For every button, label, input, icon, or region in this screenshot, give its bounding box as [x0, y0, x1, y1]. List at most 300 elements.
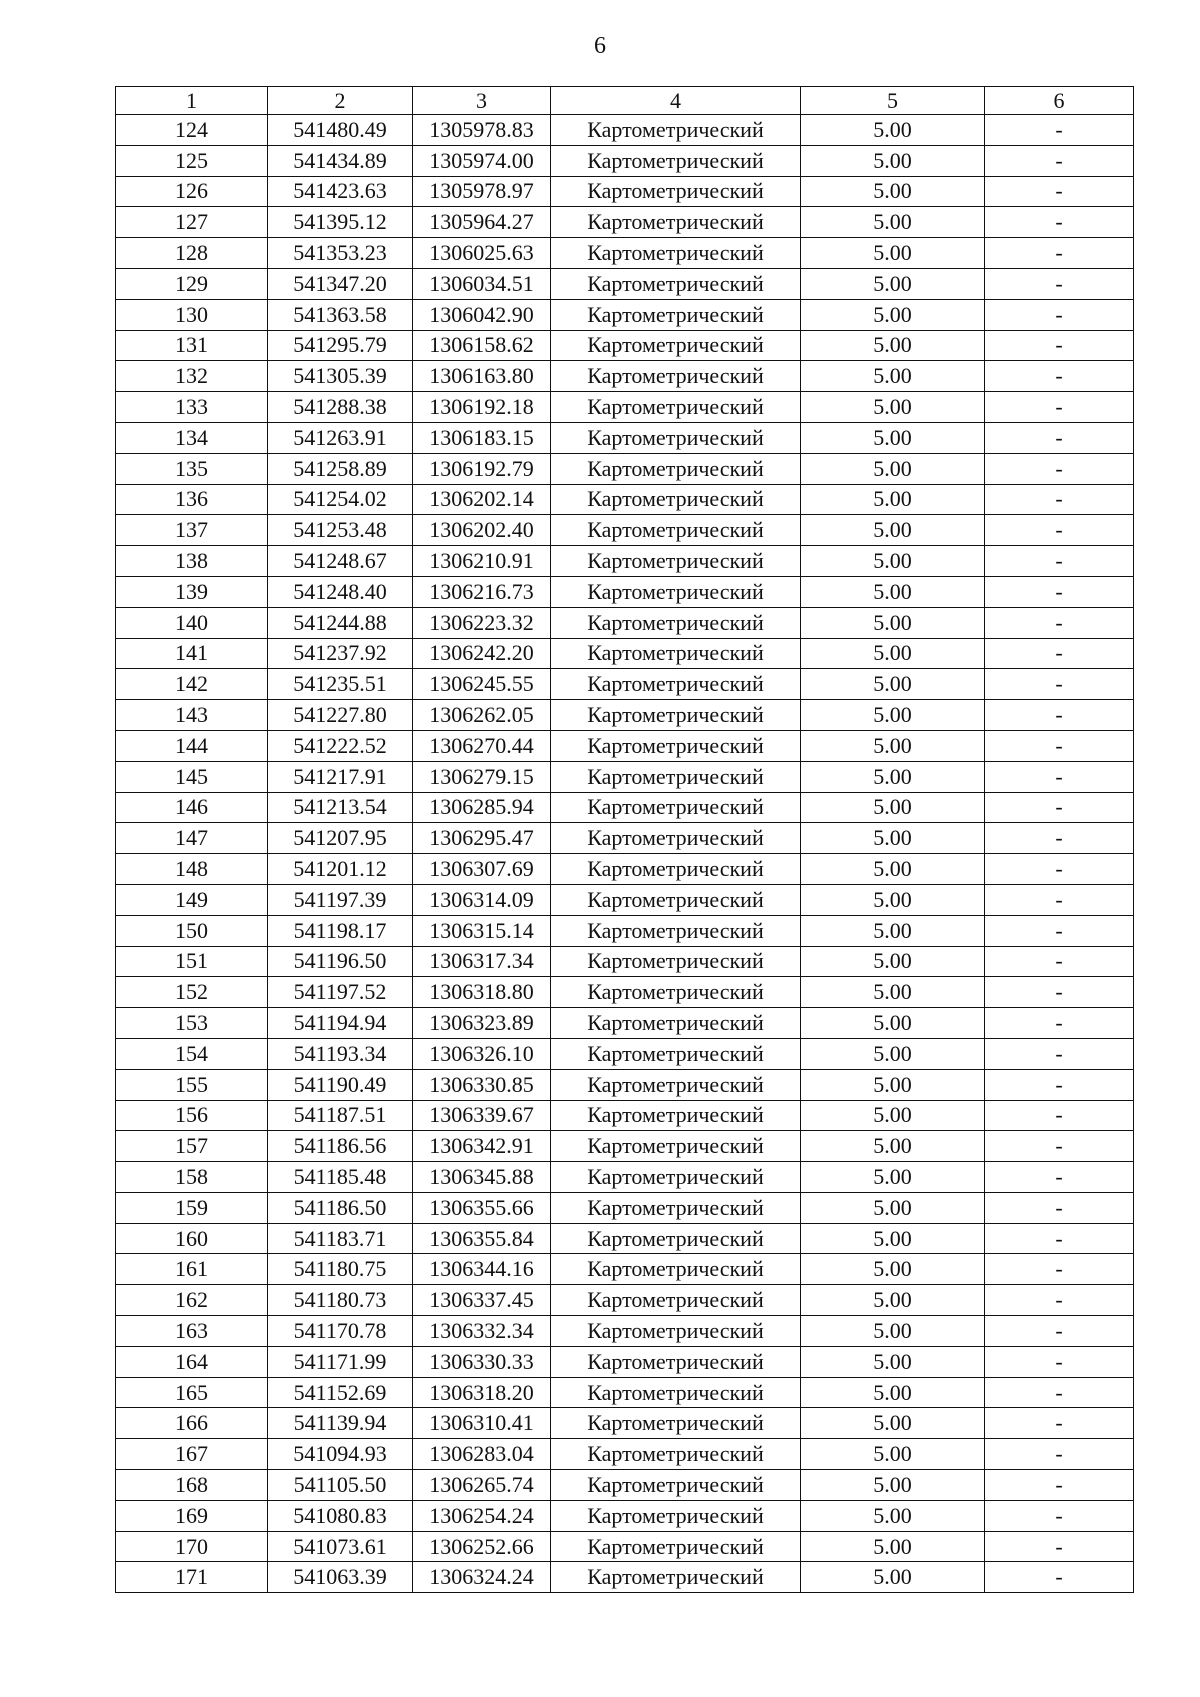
point-number-cell: 146	[116, 792, 268, 823]
point-number-cell: 139	[116, 576, 268, 607]
point-number-cell: 147	[116, 823, 268, 854]
table-row	[116, 761, 1134, 792]
column-header-3: 3	[413, 87, 551, 115]
description-cell: -	[985, 1531, 1134, 1562]
method-cell: Картометрический	[551, 1254, 801, 1285]
description-cell: -	[985, 700, 1134, 731]
x-coordinate-cell: 541197.52	[268, 977, 413, 1008]
y-coordinate-cell: 1306192.79	[413, 453, 551, 484]
x-coordinate-cell: 541248.67	[268, 546, 413, 577]
description-cell: -	[985, 977, 1134, 1008]
accuracy-cell: 5.00	[801, 1377, 985, 1408]
accuracy-cell: 5.00	[801, 422, 985, 453]
y-coordinate-cell: 1306326.10	[413, 1038, 551, 1069]
method-cell: Картометрический	[551, 1223, 801, 1254]
table-row	[116, 268, 1134, 299]
accuracy-cell: 5.00	[801, 792, 985, 823]
y-coordinate-cell: 1306330.85	[413, 1069, 551, 1100]
table-row	[116, 145, 1134, 176]
point-number-cell: 170	[116, 1531, 268, 1562]
method-cell: Картометрический	[551, 453, 801, 484]
table-row	[116, 1377, 1134, 1408]
x-coordinate-cell: 541395.12	[268, 207, 413, 238]
description-cell: -	[985, 115, 1134, 146]
accuracy-cell: 5.00	[801, 1223, 985, 1254]
description-cell: -	[985, 361, 1134, 392]
table-row	[116, 1408, 1134, 1439]
x-coordinate-cell: 541186.56	[268, 1131, 413, 1162]
description-cell: -	[985, 330, 1134, 361]
point-number-cell: 157	[116, 1131, 268, 1162]
method-cell: Картометрический	[551, 115, 801, 146]
point-number-cell: 154	[116, 1038, 268, 1069]
x-coordinate-cell: 541063.39	[268, 1562, 413, 1593]
x-coordinate-cell: 541187.51	[268, 1100, 413, 1131]
y-coordinate-cell: 1306254.24	[413, 1500, 551, 1531]
method-cell: Картометрический	[551, 1346, 801, 1377]
method-cell: Картометрический	[551, 361, 801, 392]
point-number-cell: 149	[116, 884, 268, 915]
accuracy-cell: 5.00	[801, 607, 985, 638]
point-number-cell: 150	[116, 915, 268, 946]
point-number-cell: 167	[116, 1439, 268, 1470]
accuracy-cell: 5.00	[801, 1562, 985, 1593]
point-number-cell: 166	[116, 1408, 268, 1439]
point-number-cell: 127	[116, 207, 268, 238]
accuracy-cell: 5.00	[801, 638, 985, 669]
point-number-cell: 129	[116, 268, 268, 299]
description-cell: -	[985, 669, 1134, 700]
accuracy-cell: 5.00	[801, 730, 985, 761]
x-coordinate-cell: 541213.54	[268, 792, 413, 823]
table-row	[116, 854, 1134, 885]
y-coordinate-cell: 1306355.84	[413, 1223, 551, 1254]
table-row	[116, 422, 1134, 453]
accuracy-cell: 5.00	[801, 1192, 985, 1223]
column-header-2: 2	[268, 87, 413, 115]
y-coordinate-cell: 1306345.88	[413, 1162, 551, 1193]
table-row	[116, 1008, 1134, 1039]
method-cell: Картометрический	[551, 761, 801, 792]
accuracy-cell: 5.00	[801, 330, 985, 361]
y-coordinate-cell: 1306202.14	[413, 484, 551, 515]
description-cell: -	[985, 854, 1134, 885]
point-number-cell: 152	[116, 977, 268, 1008]
y-coordinate-cell: 1306295.47	[413, 823, 551, 854]
method-cell: Картометрический	[551, 207, 801, 238]
point-number-cell: 138	[116, 546, 268, 577]
point-number-cell: 165	[116, 1377, 268, 1408]
y-coordinate-cell: 1306223.32	[413, 607, 551, 638]
accuracy-cell: 5.00	[801, 176, 985, 207]
accuracy-cell: 5.00	[801, 115, 985, 146]
accuracy-cell: 5.00	[801, 207, 985, 238]
y-coordinate-cell: 1306285.94	[413, 792, 551, 823]
x-coordinate-cell: 541094.93	[268, 1439, 413, 1470]
x-coordinate-cell: 541295.79	[268, 330, 413, 361]
table-row	[116, 1316, 1134, 1347]
point-number-cell: 171	[116, 1562, 268, 1593]
coordinates-table	[115, 86, 1134, 1593]
y-coordinate-cell: 1306324.24	[413, 1562, 551, 1593]
y-coordinate-cell: 1306342.91	[413, 1131, 551, 1162]
table-row	[116, 515, 1134, 546]
y-coordinate-cell: 1306332.34	[413, 1316, 551, 1347]
method-cell: Картометрический	[551, 700, 801, 731]
table-row	[116, 453, 1134, 484]
accuracy-cell: 5.00	[801, 823, 985, 854]
description-cell: -	[985, 1254, 1134, 1285]
y-coordinate-cell: 1305978.97	[413, 176, 551, 207]
accuracy-cell: 5.00	[801, 1316, 985, 1347]
y-coordinate-cell: 1306344.16	[413, 1254, 551, 1285]
x-coordinate-cell: 541305.39	[268, 361, 413, 392]
accuracy-cell: 5.00	[801, 1008, 985, 1039]
method-cell: Картометрический	[551, 823, 801, 854]
table-row	[116, 176, 1134, 207]
x-coordinate-cell: 541193.34	[268, 1038, 413, 1069]
accuracy-cell: 5.00	[801, 1162, 985, 1193]
description-cell: -	[985, 1038, 1134, 1069]
accuracy-cell: 5.00	[801, 1500, 985, 1531]
table-row	[116, 1285, 1134, 1316]
method-cell: Картометрический	[551, 546, 801, 577]
accuracy-cell: 5.00	[801, 1285, 985, 1316]
description-cell: -	[985, 1285, 1134, 1316]
method-cell: Картометрический	[551, 238, 801, 269]
x-coordinate-cell: 541363.58	[268, 299, 413, 330]
column-header-5: 5	[801, 87, 985, 115]
table-row	[116, 1038, 1134, 1069]
table-row	[116, 607, 1134, 638]
method-cell: Картометрический	[551, 1131, 801, 1162]
point-number-cell: 161	[116, 1254, 268, 1285]
description-cell: -	[985, 1131, 1134, 1162]
method-cell: Картометрический	[551, 1316, 801, 1347]
point-number-cell: 148	[116, 854, 268, 885]
table-row	[116, 1131, 1134, 1162]
accuracy-cell: 5.00	[801, 946, 985, 977]
method-cell: Картометрический	[551, 1162, 801, 1193]
method-cell: Картометрический	[551, 176, 801, 207]
accuracy-cell: 5.00	[801, 1069, 985, 1100]
x-coordinate-cell: 541434.89	[268, 145, 413, 176]
method-cell: Картометрический	[551, 392, 801, 423]
accuracy-cell: 5.00	[801, 761, 985, 792]
description-cell: -	[985, 1377, 1134, 1408]
accuracy-cell: 5.00	[801, 238, 985, 269]
accuracy-cell: 5.00	[801, 1038, 985, 1069]
method-cell: Картометрический	[551, 638, 801, 669]
x-coordinate-cell: 541347.20	[268, 268, 413, 299]
x-coordinate-cell: 541152.69	[268, 1377, 413, 1408]
table-row	[116, 1500, 1134, 1531]
point-number-cell: 153	[116, 1008, 268, 1039]
method-cell: Картометрический	[551, 1500, 801, 1531]
point-number-cell: 163	[116, 1316, 268, 1347]
table-row	[116, 669, 1134, 700]
table-row	[116, 392, 1134, 423]
accuracy-cell: 5.00	[801, 1531, 985, 1562]
point-number-cell: 126	[116, 176, 268, 207]
method-cell: Картометрический	[551, 515, 801, 546]
y-coordinate-cell: 1306252.66	[413, 1531, 551, 1562]
column-header-1: 1	[116, 87, 268, 115]
point-number-cell: 124	[116, 115, 268, 146]
description-cell: -	[985, 1100, 1134, 1131]
table-row	[116, 484, 1134, 515]
method-cell: Картометрический	[551, 330, 801, 361]
y-coordinate-cell: 1306314.09	[413, 884, 551, 915]
y-coordinate-cell: 1306318.80	[413, 977, 551, 1008]
x-coordinate-cell: 541198.17	[268, 915, 413, 946]
x-coordinate-cell: 541171.99	[268, 1346, 413, 1377]
description-cell: -	[985, 792, 1134, 823]
table-row	[116, 1531, 1134, 1562]
method-cell: Картометрический	[551, 1008, 801, 1039]
accuracy-cell: 5.00	[801, 392, 985, 423]
point-number-cell: 164	[116, 1346, 268, 1377]
table-row	[116, 576, 1134, 607]
description-cell: -	[985, 176, 1134, 207]
point-number-cell: 156	[116, 1100, 268, 1131]
accuracy-cell: 5.00	[801, 453, 985, 484]
x-coordinate-cell: 541139.94	[268, 1408, 413, 1439]
x-coordinate-cell: 541196.50	[268, 946, 413, 977]
description-cell: -	[985, 1316, 1134, 1347]
x-coordinate-cell: 541217.91	[268, 761, 413, 792]
y-coordinate-cell: 1306183.15	[413, 422, 551, 453]
description-cell: -	[985, 1008, 1134, 1039]
method-cell: Картометрический	[551, 946, 801, 977]
description-cell: -	[985, 915, 1134, 946]
y-coordinate-cell: 1305964.27	[413, 207, 551, 238]
accuracy-cell: 5.00	[801, 576, 985, 607]
x-coordinate-cell: 541197.39	[268, 884, 413, 915]
table-row	[116, 238, 1134, 269]
accuracy-cell: 5.00	[801, 700, 985, 731]
method-cell: Картометрический	[551, 268, 801, 299]
point-number-cell: 160	[116, 1223, 268, 1254]
table-header-row	[116, 87, 1134, 115]
description-cell: -	[985, 268, 1134, 299]
table-row	[116, 1192, 1134, 1223]
y-coordinate-cell: 1306262.05	[413, 700, 551, 731]
x-coordinate-cell: 541080.83	[268, 1500, 413, 1531]
description-cell: -	[985, 1500, 1134, 1531]
description-cell: -	[985, 546, 1134, 577]
table-row	[116, 1346, 1134, 1377]
point-number-cell: 128	[116, 238, 268, 269]
x-coordinate-cell: 541288.38	[268, 392, 413, 423]
y-coordinate-cell: 1306210.91	[413, 546, 551, 577]
x-coordinate-cell: 541227.80	[268, 700, 413, 731]
y-coordinate-cell: 1306283.04	[413, 1439, 551, 1470]
table-row	[116, 299, 1134, 330]
x-coordinate-cell: 541186.50	[268, 1192, 413, 1223]
method-cell: Картометрический	[551, 1377, 801, 1408]
table-row	[116, 207, 1134, 238]
accuracy-cell: 5.00	[801, 1254, 985, 1285]
method-cell: Картометрический	[551, 669, 801, 700]
accuracy-cell: 5.00	[801, 1100, 985, 1131]
y-coordinate-cell: 1306192.18	[413, 392, 551, 423]
accuracy-cell: 5.00	[801, 299, 985, 330]
description-cell: -	[985, 299, 1134, 330]
accuracy-cell: 5.00	[801, 515, 985, 546]
y-coordinate-cell: 1306216.73	[413, 576, 551, 607]
y-coordinate-cell: 1306245.55	[413, 669, 551, 700]
table-body	[116, 87, 1134, 1593]
x-coordinate-cell: 541201.12	[268, 854, 413, 885]
y-coordinate-cell: 1306265.74	[413, 1470, 551, 1501]
x-coordinate-cell: 541253.48	[268, 515, 413, 546]
x-coordinate-cell: 541222.52	[268, 730, 413, 761]
description-cell: -	[985, 1439, 1134, 1470]
point-number-cell: 162	[116, 1285, 268, 1316]
y-coordinate-cell: 1306355.66	[413, 1192, 551, 1223]
y-coordinate-cell: 1306315.14	[413, 915, 551, 946]
description-cell: -	[985, 884, 1134, 915]
table-row	[116, 1100, 1134, 1131]
accuracy-cell: 5.00	[801, 1470, 985, 1501]
table-row	[116, 115, 1134, 146]
x-coordinate-cell: 541237.92	[268, 638, 413, 669]
description-cell: -	[985, 207, 1134, 238]
description-cell: -	[985, 761, 1134, 792]
y-coordinate-cell: 1306310.41	[413, 1408, 551, 1439]
x-coordinate-cell: 541258.89	[268, 453, 413, 484]
description-cell: -	[985, 607, 1134, 638]
method-cell: Картометрический	[551, 1408, 801, 1439]
description-cell: -	[985, 392, 1134, 423]
y-coordinate-cell: 1306042.90	[413, 299, 551, 330]
method-cell: Картометрический	[551, 1038, 801, 1069]
y-coordinate-cell: 1306025.63	[413, 238, 551, 269]
accuracy-cell: 5.00	[801, 1408, 985, 1439]
y-coordinate-cell: 1306323.89	[413, 1008, 551, 1039]
table-row	[116, 1562, 1134, 1593]
page-number: 6	[594, 33, 606, 59]
method-cell: Картометрический	[551, 422, 801, 453]
method-cell: Картометрический	[551, 1470, 801, 1501]
x-coordinate-cell: 541244.88	[268, 607, 413, 638]
accuracy-cell: 5.00	[801, 915, 985, 946]
description-cell: -	[985, 946, 1134, 977]
y-coordinate-cell: 1306307.69	[413, 854, 551, 885]
x-coordinate-cell: 541180.75	[268, 1254, 413, 1285]
y-coordinate-cell: 1306034.51	[413, 268, 551, 299]
table-row	[116, 330, 1134, 361]
point-number-cell: 131	[116, 330, 268, 361]
point-number-cell: 168	[116, 1470, 268, 1501]
accuracy-cell: 5.00	[801, 1439, 985, 1470]
table-row	[116, 546, 1134, 577]
point-number-cell: 133	[116, 392, 268, 423]
point-number-cell: 140	[116, 607, 268, 638]
accuracy-cell: 5.00	[801, 361, 985, 392]
x-coordinate-cell: 541207.95	[268, 823, 413, 854]
x-coordinate-cell: 541353.23	[268, 238, 413, 269]
description-cell: -	[985, 1192, 1134, 1223]
x-coordinate-cell: 541194.94	[268, 1008, 413, 1039]
accuracy-cell: 5.00	[801, 484, 985, 515]
method-cell: Картометрический	[551, 915, 801, 946]
method-cell: Картометрический	[551, 1285, 801, 1316]
x-coordinate-cell: 541185.48	[268, 1162, 413, 1193]
point-number-cell: 151	[116, 946, 268, 977]
y-coordinate-cell: 1306330.33	[413, 1346, 551, 1377]
method-cell: Картометрический	[551, 145, 801, 176]
point-number-cell: 132	[116, 361, 268, 392]
table-row	[116, 1162, 1134, 1193]
method-cell: Картометрический	[551, 730, 801, 761]
method-cell: Картометрический	[551, 1069, 801, 1100]
description-cell: -	[985, 1346, 1134, 1377]
y-coordinate-cell: 1305978.83	[413, 115, 551, 146]
method-cell: Картометрический	[551, 884, 801, 915]
y-coordinate-cell: 1306242.20	[413, 638, 551, 669]
point-number-cell: 158	[116, 1162, 268, 1193]
accuracy-cell: 5.00	[801, 854, 985, 885]
point-number-cell: 169	[116, 1500, 268, 1531]
accuracy-cell: 5.00	[801, 669, 985, 700]
x-coordinate-cell: 541480.49	[268, 115, 413, 146]
x-coordinate-cell: 541235.51	[268, 669, 413, 700]
column-header-4: 4	[551, 87, 801, 115]
method-cell: Картометрический	[551, 484, 801, 515]
table-row	[116, 361, 1134, 392]
description-cell: -	[985, 638, 1134, 669]
table-row	[116, 915, 1134, 946]
description-cell: -	[985, 422, 1134, 453]
point-number-cell: 155	[116, 1069, 268, 1100]
x-coordinate-cell: 541180.73	[268, 1285, 413, 1316]
description-cell: -	[985, 1562, 1134, 1593]
y-coordinate-cell: 1306339.67	[413, 1100, 551, 1131]
accuracy-cell: 5.00	[801, 1346, 985, 1377]
method-cell: Картометрический	[551, 299, 801, 330]
table-row	[116, 730, 1134, 761]
y-coordinate-cell: 1306317.34	[413, 946, 551, 977]
accuracy-cell: 5.00	[801, 977, 985, 1008]
table-row	[116, 823, 1134, 854]
point-number-cell: 137	[116, 515, 268, 546]
x-coordinate-cell: 541183.71	[268, 1223, 413, 1254]
y-coordinate-cell: 1306202.40	[413, 515, 551, 546]
table-row	[116, 977, 1134, 1008]
accuracy-cell: 5.00	[801, 145, 985, 176]
description-cell: -	[985, 1162, 1134, 1193]
y-coordinate-cell: 1306270.44	[413, 730, 551, 761]
y-coordinate-cell: 1306163.80	[413, 361, 551, 392]
table-row	[116, 884, 1134, 915]
description-cell: -	[985, 1223, 1134, 1254]
x-coordinate-cell: 541423.63	[268, 176, 413, 207]
description-cell: -	[985, 484, 1134, 515]
x-coordinate-cell: 541170.78	[268, 1316, 413, 1347]
y-coordinate-cell: 1306279.15	[413, 761, 551, 792]
description-cell: -	[985, 1408, 1134, 1439]
table-row	[116, 638, 1134, 669]
point-number-cell: 142	[116, 669, 268, 700]
description-cell: -	[985, 145, 1134, 176]
description-cell: -	[985, 823, 1134, 854]
method-cell: Картометрический	[551, 1562, 801, 1593]
accuracy-cell: 5.00	[801, 546, 985, 577]
description-cell: -	[985, 238, 1134, 269]
table-row	[116, 946, 1134, 977]
